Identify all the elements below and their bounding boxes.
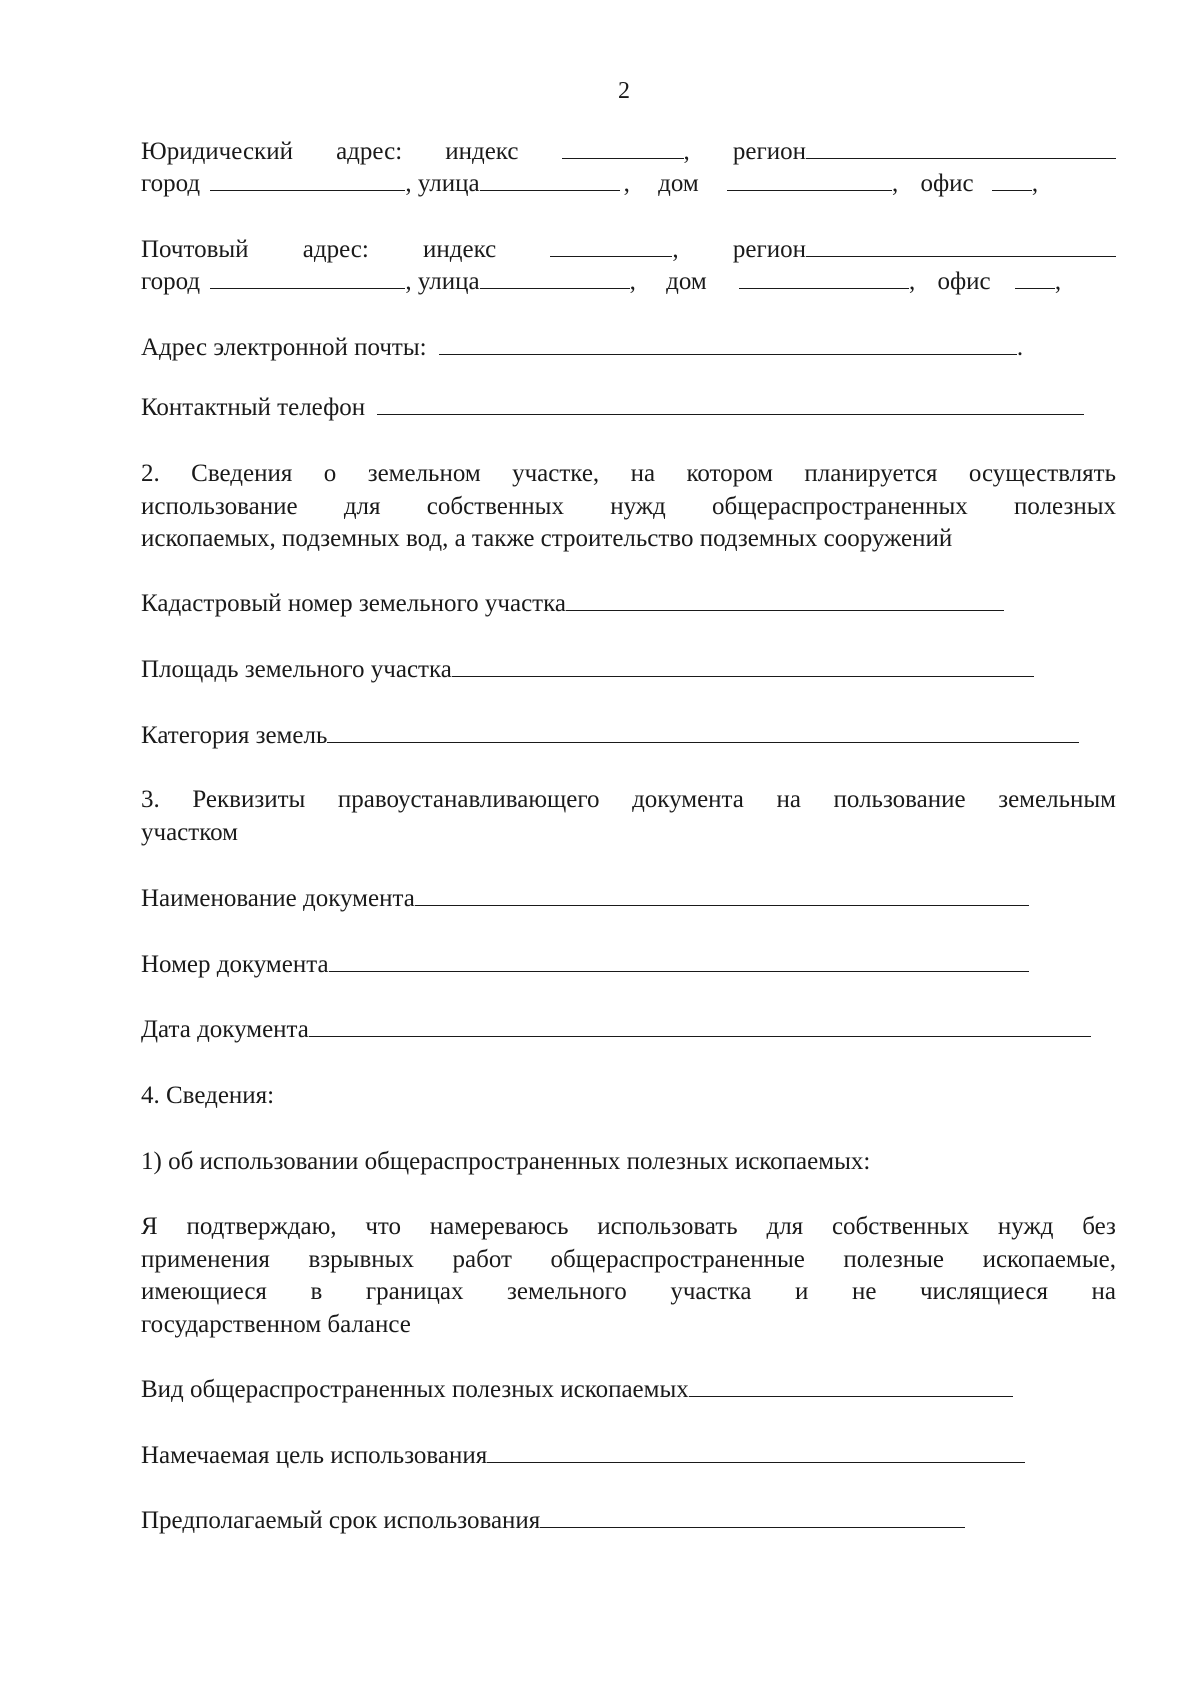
section-2-heading xyxy=(141,458,1116,556)
legal-office-field[interactable] xyxy=(992,168,1032,191)
doc-name-field[interactable] xyxy=(415,883,1029,906)
land-category-field[interactable] xyxy=(327,720,1079,743)
email-field[interactable] xyxy=(439,332,1017,355)
postal-address-word: адрес: xyxy=(302,236,369,263)
legal-city-field[interactable] xyxy=(210,168,405,191)
postal-city-label: город xyxy=(141,268,201,295)
doc-number-field[interactable] xyxy=(329,949,1029,972)
section-2-line-2: использование для собственных нужд общераспространенных полезных xyxy=(141,492,1116,520)
confirmation-paragraph xyxy=(141,1211,1116,1341)
legal-house-field[interactable] xyxy=(727,168,892,191)
postal-address-label: Почтовый xyxy=(141,236,249,263)
doc-number-label: Номер документа xyxy=(141,951,329,978)
section-2-line-3: ископаемых, подземных вод, а также строительство подземных сооружений xyxy=(141,525,953,552)
postal-house-field[interactable] xyxy=(739,266,909,289)
confirmation-line-1: Я подтверждаю, что намереваюсь использовать для собственных нужд без xyxy=(141,1213,1116,1240)
land-category-line xyxy=(141,720,1116,752)
postal-address-line-1: Почтовый адрес: индекс , регион xyxy=(141,234,1116,266)
legal-index-label: индекс xyxy=(445,138,519,165)
page-number: 2 xyxy=(618,78,630,104)
legal-house-label: дом xyxy=(658,170,699,197)
legal-region-label: регион xyxy=(732,138,806,165)
postal-street-field[interactable] xyxy=(480,266,630,289)
postal-region-field[interactable] xyxy=(806,234,1116,257)
phone-line xyxy=(141,392,1116,424)
postal-region-label: регион xyxy=(732,236,806,263)
legal-address-word: адрес: xyxy=(336,138,403,165)
term-field[interactable] xyxy=(540,1505,965,1528)
area-label: Площадь земельного участка xyxy=(141,656,452,683)
legal-index-field[interactable] xyxy=(562,136,684,159)
postal-index-field[interactable] xyxy=(550,234,672,257)
confirmation-line-3: имеющиеся в границах земельного участка и не числящиеся на xyxy=(141,1278,1116,1305)
doc-date-field[interactable] xyxy=(309,1014,1091,1037)
doc-name-label: Наименование документа xyxy=(141,885,415,912)
email-line: Адрес электронной почты: . xyxy=(141,334,1024,361)
area-line xyxy=(141,654,1116,686)
section-2-line-1: 2. Сведения о земельном участке, на котором планируется осуществлять xyxy=(141,460,1116,487)
term-line xyxy=(141,1505,1116,1537)
doc-date-line xyxy=(141,1014,1116,1046)
cadastral-label: Кадастровый номер земельного участка xyxy=(141,590,566,617)
term-label: Предполагаемый срок использования xyxy=(141,1507,541,1534)
cadastral-field[interactable] xyxy=(566,588,1004,611)
postal-address-line-2: город , улица , дом , офис , xyxy=(141,268,1062,295)
section-4-heading: 4. Сведения: xyxy=(141,1082,275,1109)
legal-address-line-2: город , улица , дом , офис , xyxy=(141,170,1039,197)
postal-house-label: дом xyxy=(666,268,707,295)
phone-field[interactable] xyxy=(377,392,1084,415)
section-3-heading xyxy=(141,784,1116,849)
purpose-line xyxy=(141,1440,1116,1472)
area-field[interactable] xyxy=(452,654,1034,677)
legal-city-label: город xyxy=(141,170,201,197)
postal-office-label: офис xyxy=(937,268,991,295)
land-category-label: Категория земель xyxy=(141,722,328,749)
doc-date-label: Дата документа xyxy=(141,1016,309,1043)
doc-number-line xyxy=(141,949,1116,981)
legal-street-field[interactable] xyxy=(480,168,620,191)
mineral-type-label: Вид общераспространенных полезных ископаемых xyxy=(141,1376,689,1403)
purpose-field[interactable] xyxy=(487,1440,1025,1463)
postal-street-label: , улица xyxy=(405,268,480,295)
section-3-line-2: участком xyxy=(141,818,238,846)
legal-office-label: офис xyxy=(920,170,974,197)
postal-office-field[interactable] xyxy=(1015,266,1055,289)
cadastral-line xyxy=(141,588,1116,620)
legal-street-label: , улица xyxy=(405,170,480,197)
legal-address-label: Юридический xyxy=(141,138,293,165)
phone-label: Контактный телефон xyxy=(141,394,366,421)
legal-address-line-1: Юридический адрес: индекс , регион xyxy=(141,136,1116,168)
confirmation-line-2: применения взрывных работ общераспространенные полезные ископаемые, xyxy=(141,1245,1116,1273)
legal-region-field[interactable] xyxy=(806,136,1116,159)
purpose-label: Намечаемая цель использования xyxy=(141,1442,488,1469)
email-label: Адрес электронной почты: xyxy=(141,334,427,361)
item-1-heading: 1) об использовании общераспространенных полезных ископаемых: xyxy=(141,1148,871,1175)
section-3-line-1: 3. Реквизиты правоустанавливающего документа на пользование земельным xyxy=(141,786,1116,813)
doc-name-line xyxy=(141,883,1116,915)
mineral-type-field[interactable] xyxy=(689,1374,1013,1397)
postal-index-label: индекс xyxy=(423,236,497,263)
mineral-type-line xyxy=(141,1374,1116,1406)
confirmation-line-4: государственном балансе xyxy=(141,1310,411,1338)
postal-city-field[interactable] xyxy=(210,266,405,289)
